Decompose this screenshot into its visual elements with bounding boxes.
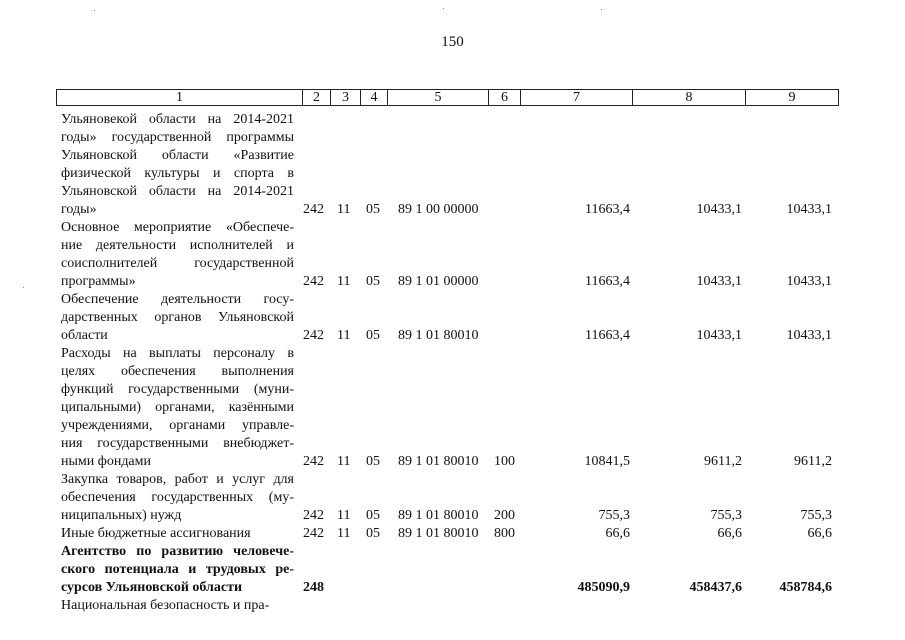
cell-col-7: 66,6	[605, 526, 630, 541]
cell-col-2: 242	[303, 454, 324, 469]
row-description	[61, 345, 294, 471]
cell-col-5: 89 1 01 00000	[398, 274, 479, 289]
scan-speck	[23, 287, 24, 288]
cell-col-5: 89 1 01 80010	[398, 454, 479, 469]
cell-col-7: 10841,5	[584, 454, 630, 469]
description-line: Ульяновской области на 2014-2021	[61, 184, 294, 199]
description-line: ципальными) органами, казёнными	[61, 400, 294, 415]
description-line: области	[61, 328, 108, 343]
cell-col-3: 11	[337, 508, 351, 523]
description-line: годы»	[61, 202, 97, 217]
cell-col-8: 10433,1	[696, 328, 742, 343]
row-description	[61, 291, 294, 345]
cell-col-5: 89 1 01 80010	[398, 328, 479, 343]
header-col-3: 3	[331, 90, 361, 105]
description-line: ние деятельности исполнителей и	[61, 238, 294, 253]
row-description	[61, 543, 294, 597]
description-line: обеспечения государственных (му-	[61, 490, 294, 505]
description-line: ными фондами	[61, 454, 152, 469]
description-line: функций государственными (муни-	[61, 382, 294, 397]
description-line: сурсов Ульяновской области	[61, 580, 243, 595]
cell-col-7: 485090,9	[577, 580, 630, 595]
header-col-9: 9	[788, 90, 796, 105]
cell-col-9: 66,6	[807, 526, 832, 541]
description-line: Основное мероприятие «Обеспече-	[61, 220, 294, 235]
cell-col-3: 11	[337, 328, 351, 343]
cell-col-9: 755,3	[800, 508, 832, 523]
cell-col-3: 11	[337, 202, 351, 217]
cell-col-7: 11663,4	[585, 274, 630, 289]
description-line: Закупка товаров, работ и услуг для	[61, 472, 294, 487]
cell-col-9: 10433,1	[786, 202, 832, 217]
cell-col-4: 05	[366, 328, 380, 343]
cell-col-9: 9611,2	[794, 454, 832, 469]
cell-col-3: 11	[337, 274, 351, 289]
cell-col-8: 458437,6	[689, 580, 742, 595]
header-col-8: 8	[633, 90, 746, 105]
cell-col-2: 242	[303, 274, 324, 289]
cell-col-8: 66,6	[717, 526, 742, 541]
cell-col-8: 10433,1	[696, 274, 742, 289]
header-col-7: 7	[521, 90, 633, 105]
description-line: ского потенциала и трудовых ре-	[61, 562, 294, 577]
cell-col-8: 9611,2	[704, 454, 742, 469]
description-line: Обеспечение деятельности госу-	[61, 292, 294, 307]
cell-col-9: 10433,1	[786, 328, 832, 343]
scan-speck	[443, 8, 444, 9]
description-line: Агентство по развитию человече-	[61, 544, 294, 559]
cell-col-8: 10433,1	[696, 202, 742, 217]
header-col-4: 4	[361, 90, 388, 105]
cell-col-6: 800	[494, 526, 515, 541]
description-line: Ульяновекой области на 2014-2021	[61, 112, 294, 127]
row-description	[61, 111, 294, 219]
cell-col-5: 89 1 01 80010	[398, 526, 479, 541]
header-col-5: 5	[388, 90, 489, 105]
cell-col-4: 05	[366, 202, 380, 217]
description-line: целях обеспечения выполнения	[61, 364, 294, 379]
page-number: 150	[441, 34, 464, 50]
row-description	[61, 597, 294, 615]
description-line: программы»	[61, 274, 136, 289]
cell-col-7: 11663,4	[585, 202, 630, 217]
cell-col-7: 11663,4	[585, 328, 630, 343]
description-line: ниципальных) нужд	[61, 508, 182, 523]
cell-col-4: 05	[366, 274, 380, 289]
cell-col-2: 242	[303, 526, 324, 541]
cell-col-2: 248	[303, 580, 324, 595]
description-line: Расходы на выплаты персоналу в	[61, 346, 294, 361]
cell-col-6: 200	[494, 508, 515, 523]
cell-col-4: 05	[366, 454, 380, 469]
cell-col-5: 89 1 01 80010	[398, 508, 479, 523]
scan-speck	[601, 9, 602, 10]
cell-col-2: 242	[303, 508, 324, 523]
cell-col-6: 100	[494, 454, 515, 469]
cell-col-4: 05	[366, 508, 380, 523]
header-col-6: 6	[489, 90, 521, 105]
cell-col-9: 10433,1	[786, 274, 832, 289]
cell-col-7: 755,3	[598, 508, 630, 523]
description-line: Ульяновской области «Развитие	[61, 148, 294, 163]
cell-col-4: 05	[366, 526, 380, 541]
cell-col-5: 89 1 00 00000	[398, 202, 479, 217]
description-line: учреждениями, органами управле-	[61, 418, 294, 433]
description-line: физической культуры и спорта в	[61, 166, 294, 181]
cell-col-3: 11	[337, 526, 351, 541]
cell-col-2: 242	[303, 328, 324, 343]
header-col-2: 2	[303, 90, 331, 105]
description-line: ния государственными внебюджет-	[61, 436, 294, 451]
description-line: Иные бюджетные ассигнования	[61, 526, 251, 541]
scan-speck	[94, 10, 95, 11]
description-line: годы» государственной программы	[61, 130, 294, 145]
cell-col-3: 11	[337, 454, 351, 469]
header-col-1: 1	[57, 90, 303, 105]
table-header-row	[56, 89, 839, 106]
description-line: Национальная безопасность и пра-	[61, 598, 270, 613]
row-description	[61, 219, 294, 291]
cell-col-8: 755,3	[710, 508, 742, 523]
cell-col-2: 242	[303, 202, 324, 217]
cell-col-9: 458784,6	[779, 580, 832, 595]
description-line: соисполнителей государственной	[61, 256, 294, 271]
row-description	[61, 471, 294, 525]
row-description	[61, 525, 294, 543]
description-line: дарственных органов Ульяновской	[61, 310, 294, 325]
